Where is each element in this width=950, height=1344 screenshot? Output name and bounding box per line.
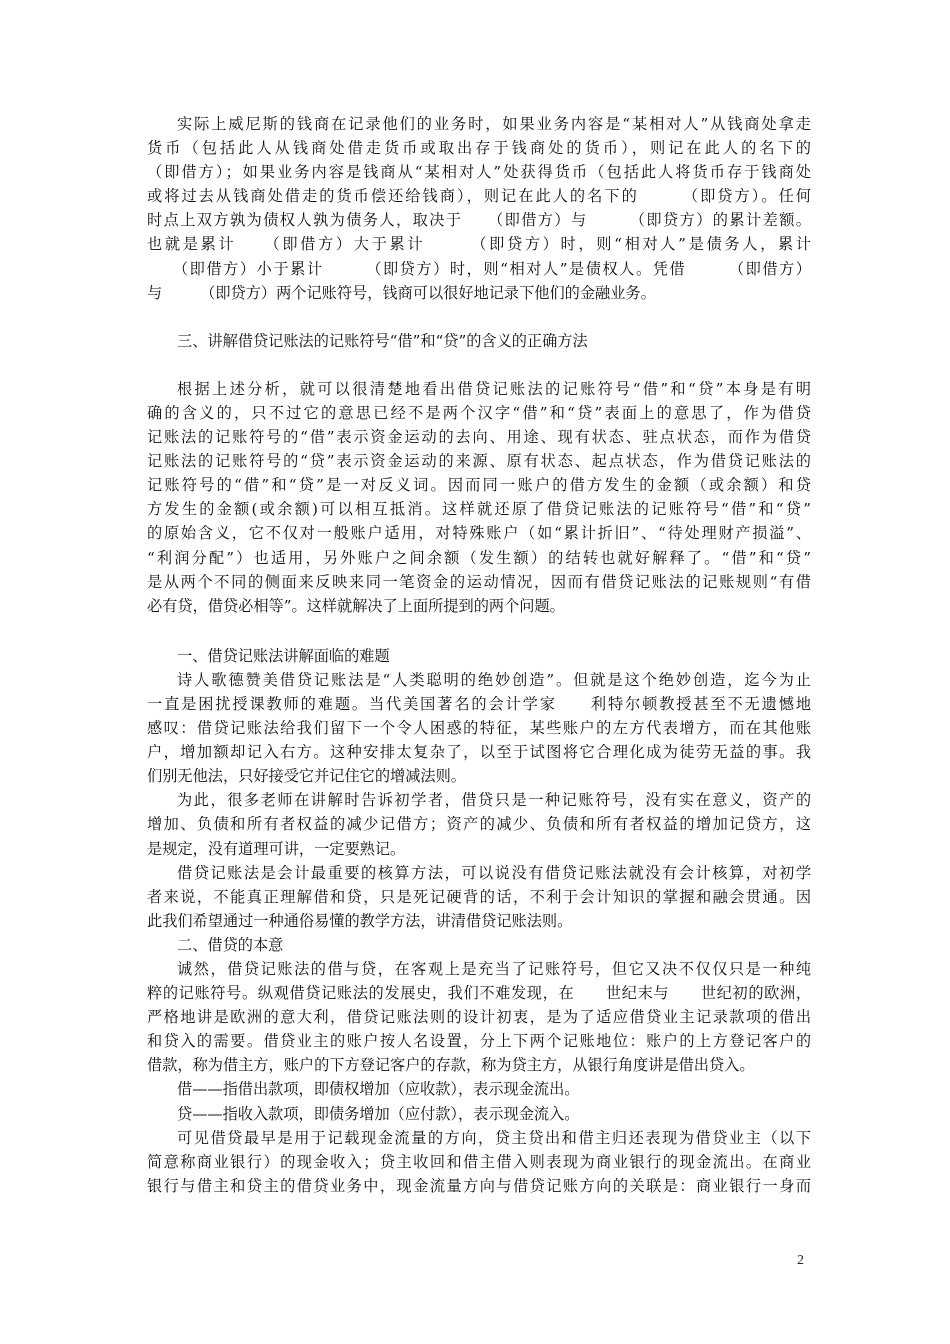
spacer (147, 618, 811, 644)
text-line: 增加、负债和所有者权益的减少记借方；资产的减少、负债和所有者权益的增加记贷方，这 (147, 815, 811, 834)
paragraph-analysis (147, 377, 811, 618)
document-page (147, 112, 811, 1198)
text-line: 户，增加额却记入右方。这种安排太复杂了，以至于试图将它合理化成为徒劳无益的事。我 (147, 743, 811, 762)
text-line: 记账法的记账符号的“贷”表示资金运动的来源、原有状态、起点状态，作为借贷记账法的 (147, 452, 811, 471)
paragraph-venice-merchants (147, 112, 811, 305)
text-line: 为此，很多老师在讲解时告诉初学者，借贷只是一种记账符号，没有实在意义，资产的 (177, 791, 811, 810)
paragraph-history (147, 957, 811, 1077)
text-line: 诚然，借贷记账法的借与贷，在客观上是充当了记账符号，但它又决不仅仅只是一种纯 (177, 960, 811, 978)
text-line: 此我们希望通过一种通俗易懂的教学方法，讲清借贷记账法则。 (147, 911, 573, 930)
text-line: 实际上威尼斯的钱商在记录他们的业务时，如果业务内容是“某相对人”从钱商处拿走 (177, 115, 811, 133)
text-line: 必有贷，借贷必相等”。这样就解决了上面所提到的两个问题。 (147, 596, 565, 615)
spacer (147, 353, 811, 377)
paragraph-goethe (147, 668, 811, 788)
text-line: 方发生的金额(或余额)可以相互抵消。这样就还原了借贷记账法的记账符号“借”和“贷” (147, 500, 811, 519)
paragraph-teachers (147, 788, 811, 860)
text-line: 们别无他法，只好接受它并记住它的增减法则。 (147, 767, 466, 786)
text-line: 借贷记账法是会计最重要的核算方法，可以说没有借贷记账法就没有会计核算，对初学 (177, 863, 811, 882)
text-line: （即借方）小于累计 （即贷方）时，则“相对人”是债权人。凭借 （即借方） (147, 259, 811, 278)
text-line: 简意称商业银行）的现金收入；贷主收回和借主借入则表现为商业银行的现金流出。在商业 (147, 1152, 811, 1171)
text-line: 者来说，不能真正理解借和贷，只是死记硬背的话，不利于会计知识的掌握和融会贯通。因 (147, 887, 811, 906)
text-line: 也就是累计 （即借方）大于累计 （即贷方）时，则“相对人”是债务人，累计 (147, 235, 811, 254)
text-line: 严格地讲是欧洲的意大利，借贷记账法则的设计初衷，是为了适应借贷业主记录款项的借出 (147, 1008, 811, 1027)
text-line: “利润分配”）也适用，另外账户之间余额（发生额）的结转也就好解释了。“借”和“贷” (147, 548, 811, 567)
text-line: （即借方）；如果业务内容是钱商从“某相对人”处获得货币（包括此人将货币存于钱商处 (147, 163, 811, 182)
section-heading-1: 一、借贷记账法讲解面临的难题 (177, 646, 390, 665)
text-line: 的原始含义，它不仅对一般账户适用，对特殊账户（如“累计折旧”、“待处理财产损溢”、 (147, 524, 811, 543)
text-line: 感叹：借贷记账法给我们留下一个令人困惑的特征，某些账户的左方代表增方，而在其他账 (147, 719, 811, 738)
text-line: 和贷入的需要。借贷业主的账户按人名设置，分上下两个记账地位：账户的上方登记客户的 (147, 1032, 811, 1051)
text-line: 粹的记账符号。纵观借贷记账法的发展史，我们不难发现，在 世纪末与 世纪初的欧洲， (147, 984, 811, 1003)
text-line: 时点上双方孰为债权人孰为债务人，取决于 （即借方）与 （即贷方）的累计差额。 (147, 211, 811, 230)
text-line: 确的含义的，只不过它的意思已经不是两个汉字“借”和“贷”表面上的意思了，作为借贷 (147, 403, 811, 422)
text-line: 记账符号的“借”和“贷”是一对反义词。因而同一账户的借方发生的金额（或余额）和贷 (147, 476, 811, 495)
text-line: 借款，称为借主方，账户的下方登记客户的存款，称为贷主方，从银行角度讲是借出贷入。 (147, 1056, 755, 1075)
text-line: 或将过去从钱商处借走的货币偿还给钱商），则记在此人的名下的 （即贷方）。任何 (147, 187, 811, 206)
section-heading-3: 三、讲解借贷记账法的记账符号“借”和“贷”的含义的正确方法 (177, 331, 588, 350)
text-line: 是规定，没有道理可讲，一定要熟记。 (147, 839, 406, 858)
text-line: 诗人歌德赞美借贷记账法是“人类聪明的绝妙创造”。但就是这个绝妙创造，迄今为止 (177, 670, 811, 689)
text-line: 银行与借主和贷主的借贷业务中，现金流量方向与借贷记账方向的关联是：商业银行一身而 (147, 1176, 811, 1195)
paragraph-importance (147, 861, 811, 933)
definition-credit: 贷——指收入款项，即债务增加（应付款），表示现金流入。 (177, 1104, 580, 1123)
text-line: 是从两个不同的侧面来反映来同一笔资金的运动情况，因而有借贷记账法的记账规则“有借 (147, 572, 811, 591)
page-number: 2 (797, 1253, 804, 1268)
text-line: 可见借贷最早是用于记载现金流量的方向，贷主贷出和借主归还表现为借贷业主（以下 (177, 1128, 811, 1147)
text-line: 记账法的记账符号的“借”表示资金运动的去向、用途、现有状态、驻点状态，而作为借贷 (147, 428, 811, 447)
spacer (147, 305, 811, 329)
text-line: 与 （即贷方）两个记账符号，钱商可以很好地记录下他们的金融业务。 (147, 283, 656, 302)
text-line: 货币（包括此人从钱商处借走货币或取出存于钱商处的货币），则记在此人的名下的 (147, 139, 811, 158)
text-line: 根据上述分析，就可以很清楚地看出借贷记账法的记账符号“借”和“贷”本身是有明 (177, 379, 811, 398)
section-heading-2: 二、借贷的本意 (177, 935, 284, 954)
definition-debit: 借——指借出款项，即债权增加（应收款），表示现金流出。 (177, 1080, 580, 1099)
text-line: 一直是困扰授课教师的难题。当代美国著名的会计学家 利特尔顿教授甚至不无遗憾地 (147, 694, 811, 713)
paragraph-cash-flow (147, 1126, 811, 1198)
